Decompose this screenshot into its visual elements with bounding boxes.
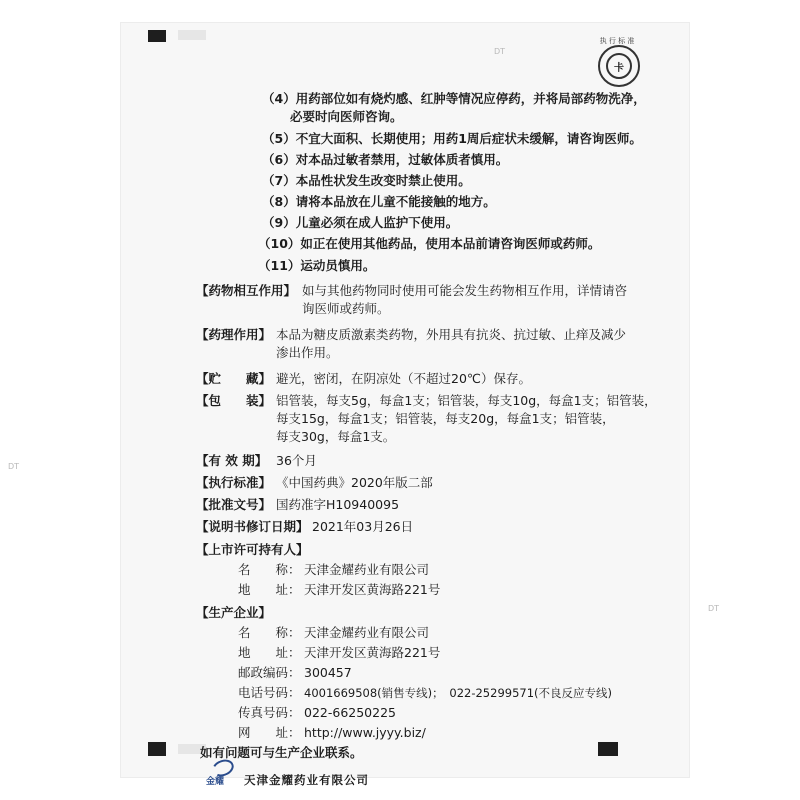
precaution-5: （5）不宜大面积、长期使用；用药1周后症状未缓解，请咨询医师。 (262, 131, 642, 146)
scan-artifact-top (178, 30, 206, 40)
standard-label: 【执行标准】 (196, 475, 272, 490)
standard-stamp-icon (598, 45, 640, 87)
contact-note: 如有问题可与生产企业联系。 (200, 745, 363, 760)
precaution-4-cont: 必要时向医师咨询。 (290, 109, 403, 124)
packaging-text-1: 铝管装，每支5g，每盒1支；铝管装，每支10g，每盒1支；铝管装， (276, 393, 657, 408)
storage-label: 【贮 藏】 (196, 371, 272, 386)
approval-label: 【批准文号】 (196, 497, 272, 512)
stamp-label: 执 行 标 准 (599, 37, 635, 45)
revision-label: 【说明书修订日期】 (196, 519, 309, 534)
standard-text: 《中国药典》2020年版二部 (276, 475, 433, 490)
precaution-6: （6）对本品过敏者禁用，过敏体质者慎用。 (262, 152, 509, 167)
manufacturer-addr-label: 地 址： (238, 645, 301, 660)
revision-text: 2021年03月26日 (312, 519, 414, 534)
holder-label: 【上市许可持有人】 (196, 542, 309, 557)
manufacturer-name-label: 名 称： (238, 625, 301, 640)
storage-text: 避光，密闭，在阴凉处（不超过20℃）保存。 (276, 371, 531, 386)
logo-text: 金耀 (206, 777, 225, 787)
pharmacology-label: 【药理作用】 (196, 327, 272, 342)
holder-name-label: 名 称： (238, 562, 301, 577)
precaution-10: （10）如正在使用其他药品，使用本品前请咨询医师或药师。 (258, 236, 601, 251)
precaution-4: （4）用药部位如有烧灼感、红肿等情况应停药，并将局部药物洗净， (262, 91, 646, 106)
watermark-top: DT (494, 47, 506, 56)
manufacturer-name: 天津金耀药业有限公司 (304, 625, 430, 640)
packaging-text-3: 每支30g，每盒1支。 (276, 429, 396, 444)
corner-mark-bottom-right (598, 742, 618, 756)
precaution-7: （7）本品性状发生改变时禁止使用。 (262, 173, 471, 188)
pharmacology-text-2: 渗出作用。 (276, 345, 339, 360)
precaution-8: （8）请将本品放在儿童不能接触的地方。 (262, 194, 496, 209)
precaution-11: （11）运动员慎用。 (258, 258, 376, 273)
validity-text: 36个月 (276, 453, 317, 468)
manufacturer-web-label: 网 址： (238, 725, 301, 740)
holder-name: 天津金耀药业有限公司 (304, 562, 430, 577)
watermark-left: DT (8, 462, 20, 471)
manufacturer-phone-label: 电话号码： (238, 685, 301, 700)
corner-mark-bottom-left (148, 742, 166, 756)
manufacturer-fax-label: 传真号码： (238, 705, 301, 720)
pharmacology-text-1: 本品为糖皮质激素类药物，外用具有抗炎、抗过敏、止痒及减少 (276, 327, 627, 342)
stamp-glyph: 卡 (614, 62, 624, 74)
watermark-right: DT (708, 604, 720, 613)
validity-label: 【有 效 期】 (196, 453, 268, 468)
interaction-text-2: 询医师或药师。 (302, 301, 390, 316)
manufacturer-label: 【生产企业】 (196, 605, 272, 620)
precaution-9: （9）儿童必须在成人监护下使用。 (262, 215, 459, 230)
holder-addr: 天津开发区黄海路221号 (304, 582, 441, 597)
manufacturer-addr: 天津开发区黄海路221号 (304, 645, 441, 660)
holder-addr-label: 地 址： (238, 582, 301, 597)
packaging-label: 【包 装】 (196, 393, 272, 408)
interaction-label: 【药物相互作用】 (196, 283, 297, 298)
interaction-text-1: 如与其他药物同时使用可能会发生药物相互作用，详情请咨 (302, 283, 628, 298)
manufacturer-web: http://www.jyyy.biz/ (304, 725, 426, 740)
manufacturer-phone: 4001669508(销售专线)； 022-25299571(不良反应专线) (304, 686, 612, 700)
footer-company-name: 天津金耀药业有限公司 (244, 773, 369, 787)
corner-mark-top-left (148, 30, 166, 42)
manufacturer-zip: 300457 (304, 665, 352, 680)
manufacturer-zip-label: 邮政编码： (238, 665, 301, 680)
manufacturer-fax: 022-66250225 (304, 705, 396, 720)
packaging-text-2: 每支15g，每盒1支；铝管装，每支20g，每盒1支；铝管装， (276, 411, 615, 426)
approval-text: 国药准字H10940095 (276, 497, 400, 512)
